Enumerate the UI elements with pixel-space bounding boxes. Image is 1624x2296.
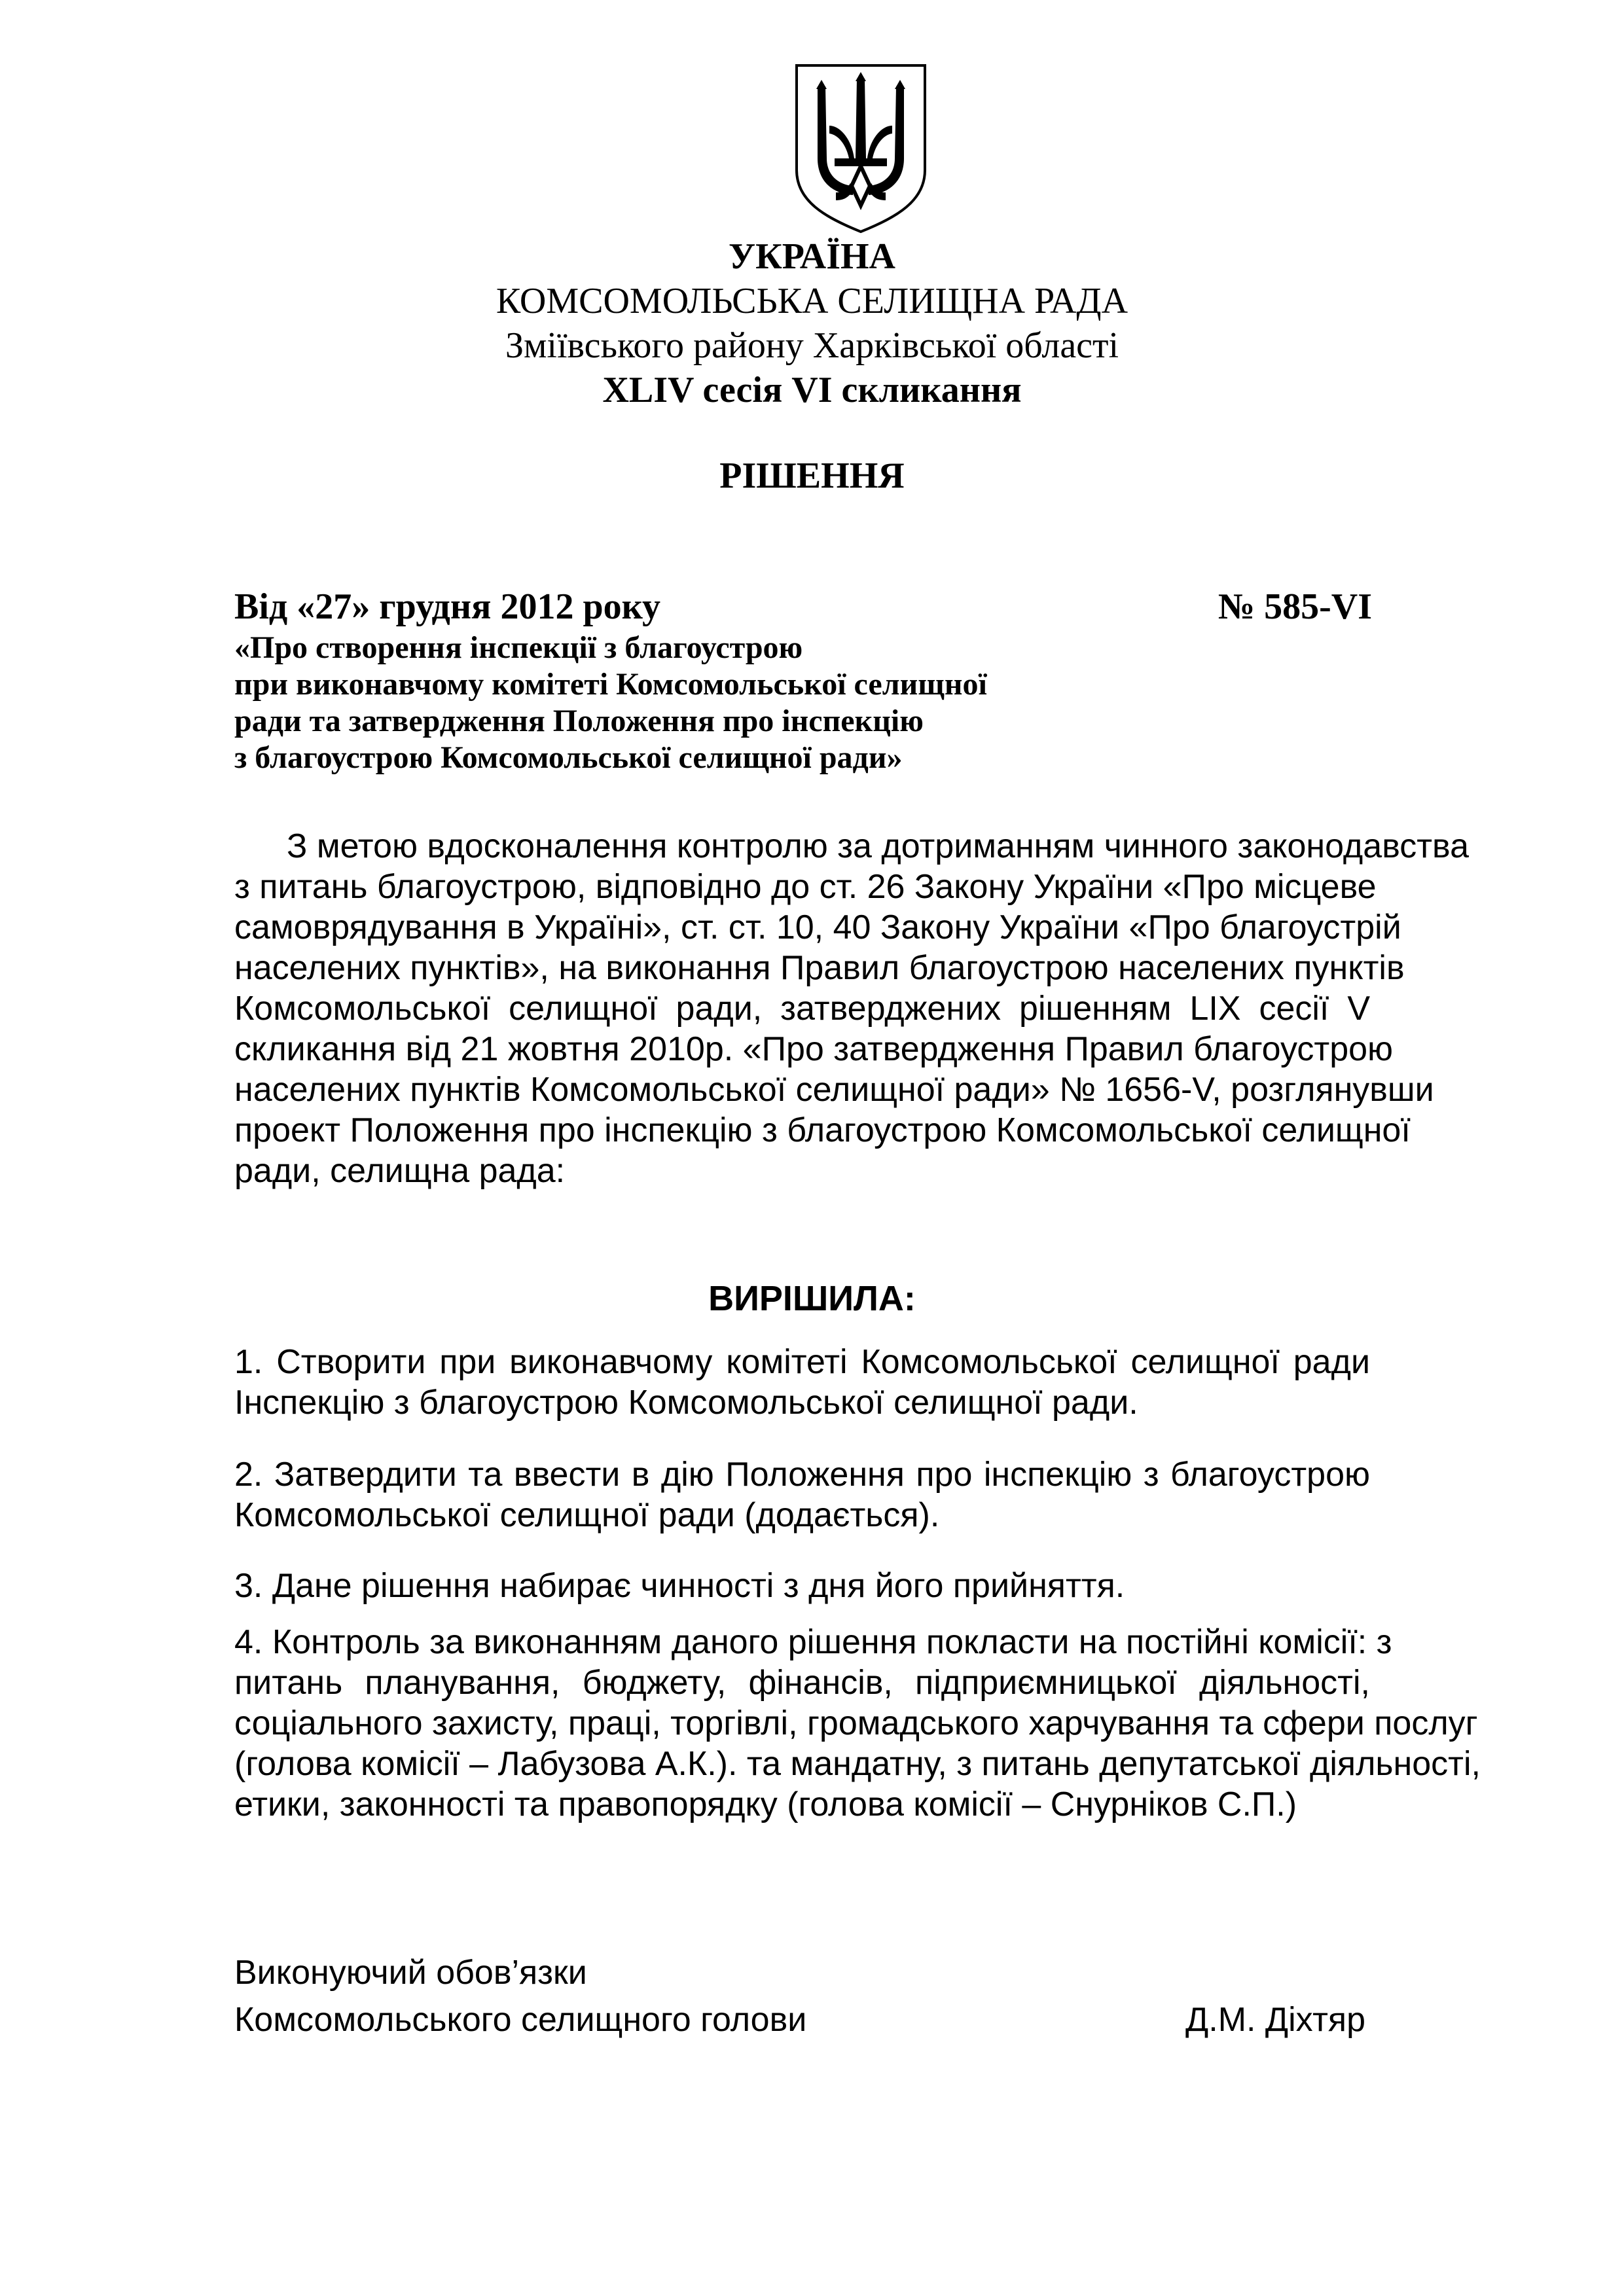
paragraph-line: з питань благоустрою, відповідно до ст. 26 Закону України «Про місцеве [234, 868, 1377, 906]
decision-item-1 [234, 1342, 1370, 1423]
decided-heading: ВИРІШИЛА: [708, 1279, 916, 1318]
item-line: 4. Контроль за виконанням даного рішення покласти на постійні комісії: з [234, 1623, 1392, 1661]
item-line: 1. Створити при виконавчому комітеті Комсомольської селищної ради [234, 1343, 1370, 1381]
decision-subject [234, 630, 987, 776]
signatory-title-line-2: Комсомольського селищного голови [234, 2001, 807, 2039]
document-type-title: РІШЕННЯ [719, 456, 905, 496]
item-line: питань планування, бюджету, фінансів, підприємницької діяльності, [234, 1664, 1370, 1702]
item-line: (голова комісії – Лабузова А.К.). та мандатну, з питань депутатської діяльності, [234, 1745, 1481, 1783]
signatory-title-line-1: Виконуючий обов’язки [234, 1954, 587, 1992]
decision-item-2 [234, 1454, 1370, 1535]
subject-line: ради та затвердження Положення про інспекцію [234, 704, 924, 738]
signatory-name: Д.М. Діхтяр [1185, 2001, 1365, 2039]
paragraph-line: проект Положення про інспекцію з благоустрою Комсомольської селищної [234, 1111, 1411, 1149]
header-session: XLIV сесія VI скликання [602, 370, 1022, 410]
trident-coat-of-arms-icon [789, 60, 933, 237]
decision-date: Від «27» грудня 2012 року [234, 586, 661, 627]
paragraph-line: населених пунктів Комсомольської селищної ради» № 1656-V, розглянувши [234, 1071, 1434, 1109]
header-council: КОМСОМОЛЬСЬКА СЕЛИЩНА РАДА [496, 281, 1128, 321]
item-line: 3. Дане рішення набирає чинності з дня його прийняття. [234, 1567, 1125, 1605]
item-line: Інспекцію з благоустрою Комсомольської селищної ради. [234, 1384, 1138, 1422]
subject-line: з благоустрою Комсомольської селищної ради» [234, 740, 903, 775]
item-line: 2. Затвердити та ввести в дію Положення про інспекцію з благоустрою [234, 1456, 1370, 1494]
decision-item-4 [234, 1622, 1481, 1825]
item-line: Комсомольської селищної ради (додається). [234, 1496, 940, 1534]
subject-line: «Про створення інспекції з благоустрою [234, 630, 803, 665]
paragraph-line: З метою вдосконалення контролю за дотриманням чинного законодавства [287, 827, 1470, 865]
item-line: етики, законності та правопорядку (голова комісії – Снурніков С.П.) [234, 1785, 1297, 1823]
decision-number: № 585-VI [1218, 586, 1372, 627]
item-line: соціального захисту, праці, торгівлі, громадського харчування та сфери послуг [234, 1704, 1478, 1742]
paragraph-line: скликання від 21 жовтня 2010р. «Про затвердження Правил благоустрою [234, 1030, 1394, 1068]
decision-item-3 [234, 1566, 1370, 1606]
paragraph-line: самоврядування в Україні», ст. ст. 10, 40 Закону України «Про благоустрій [234, 908, 1401, 946]
subject-line: при виконавчому комітеті Комсомольської селищної [234, 667, 987, 702]
paragraph-line: ради, селищна рада: [234, 1152, 566, 1190]
paragraph-line: населених пунктів», на виконання Правил благоустрою населених пунктів [234, 949, 1405, 987]
preamble-paragraph [234, 826, 1470, 1191]
header-district: Зміївського району Харківської області [505, 325, 1119, 366]
paragraph-line: Комсомольської селищної ради, затверджених рішенням LIX сесії V [234, 990, 1370, 1028]
header-country: УКРАЇНА [729, 236, 895, 277]
